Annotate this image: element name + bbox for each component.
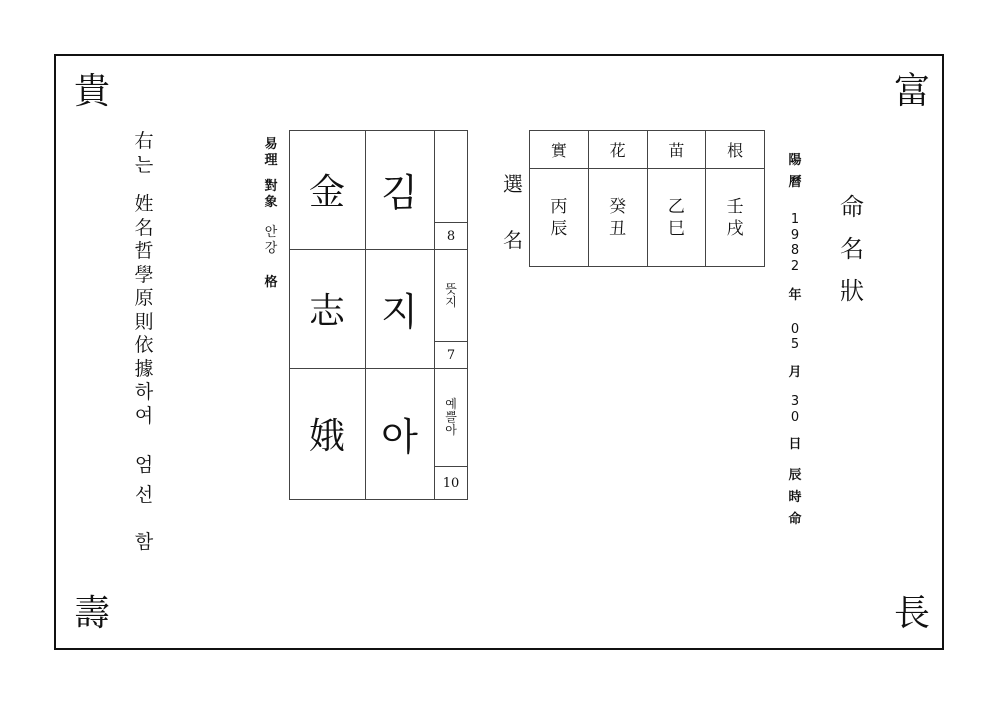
pillar-value-char: 丑 — [609, 218, 627, 239]
pillar-value-3 — [647, 169, 706, 267]
day-unit: 日 — [788, 437, 802, 452]
meaning-char: 쁠 — [445, 410, 457, 424]
side-label-char: 象 — [264, 195, 278, 210]
pillar-header-4: 根 — [706, 131, 765, 169]
selection-title-char: 選 — [503, 172, 523, 196]
day-digit: 0 — [790, 409, 800, 425]
side-label-char: 易 — [264, 137, 278, 152]
name-hanja-1: 金 — [308, 172, 345, 213]
day-digit: 3 — [790, 394, 800, 409]
meaning-char: 예 — [445, 397, 457, 411]
declaration-char: 名 — [134, 216, 154, 239]
certificate-border — [54, 54, 944, 650]
declaration-char: 據 — [134, 357, 154, 380]
declaration-char: 는 — [134, 153, 154, 176]
name-hanja-2: 志 — [308, 291, 345, 332]
month-unit: 月 — [788, 364, 802, 380]
name-stroke-1: 8 — [446, 228, 456, 244]
declaration-char: 右 — [134, 130, 154, 152]
declaration-char: 여 — [134, 404, 154, 427]
declaration-char: 하 — [134, 381, 154, 403]
declaration-char: 엄 — [134, 454, 154, 476]
four-pillars-table — [529, 130, 765, 267]
pillar-value-char: 辰 — [550, 218, 568, 239]
certificate-title-char: 狀 — [840, 277, 864, 305]
declaration-char: 原 — [134, 287, 154, 309]
pillar-header-3: 苗 — [647, 131, 706, 169]
time-char: 時 — [788, 489, 802, 505]
year-digit: 1 — [790, 212, 800, 227]
name-meaning-3 — [435, 369, 467, 466]
meaning-char: 아 — [445, 423, 457, 437]
name-meaning-1 — [435, 130, 467, 222]
side-label-char: 對 — [264, 179, 278, 194]
name-table — [289, 130, 467, 499]
corner-top-right: 富 — [894, 71, 931, 112]
declaration-char: 선 — [134, 483, 154, 506]
name-hanja-3: 娥 — [308, 416, 345, 457]
declaration-char: 姓 — [134, 193, 154, 215]
declaration-line-1 — [134, 130, 153, 177]
pillar-value-char: 癸 — [609, 196, 627, 217]
certificate-title — [836, 186, 868, 312]
pillar-header-1: 實 — [530, 131, 589, 169]
name-stroke-3: 10 — [442, 475, 460, 491]
meaning-char: 뜻 — [445, 281, 457, 296]
time-char: 辰 — [788, 467, 802, 483]
selection-title-char: 名 — [503, 228, 523, 252]
pillar-value-char: 戌 — [726, 218, 744, 239]
corner-bottom-right: 長 — [894, 593, 931, 634]
name-stroke-2: 7 — [446, 347, 456, 363]
corner-bottom-left: 壽 — [74, 593, 111, 634]
declaration-char: 함 — [134, 531, 154, 553]
declaration-char: 依 — [134, 334, 154, 356]
corner-top-left: 貴 — [74, 71, 111, 112]
pillar-header-2: 花 — [588, 131, 647, 169]
declaration-char: 學 — [134, 263, 154, 286]
pillar-value-char: 壬 — [726, 196, 744, 217]
side-label — [260, 137, 282, 291]
calendar-char: 陽 — [788, 153, 802, 168]
month-digit: 0 — [790, 321, 800, 337]
side-label-char: 안 — [264, 225, 278, 240]
declaration-line-3 — [135, 454, 153, 513]
side-label-part-2 — [264, 179, 277, 211]
certificate-title-char: 命 — [840, 193, 864, 221]
side-label-char: 格 — [264, 275, 278, 290]
name-hangul-1: 김 — [381, 171, 418, 215]
pillar-value-char: 丙 — [550, 196, 568, 217]
calendar-char: 曆 — [788, 175, 802, 190]
pillar-value-2 — [588, 169, 647, 267]
declaration-text — [130, 130, 158, 555]
year-digit: 8 — [790, 243, 800, 258]
birth-info — [784, 150, 806, 531]
side-label-part-4 — [264, 275, 277, 291]
side-label-part-1 — [264, 137, 277, 169]
declaration-line-2 — [134, 193, 153, 428]
year-digit: 9 — [790, 227, 800, 243]
certificate-title-char: 名 — [840, 235, 864, 263]
time-char: 命 — [788, 511, 802, 527]
side-label-char: 강 — [264, 241, 278, 256]
year-digit: 2 — [790, 258, 800, 274]
declaration-char: 哲 — [134, 240, 154, 262]
month-digit: 5 — [790, 337, 800, 352]
declaration-line-4 — [135, 531, 153, 555]
side-label-char: 理 — [264, 153, 278, 168]
name-hangul-3: 아 — [381, 415, 418, 459]
year-unit: 年 — [788, 288, 802, 303]
meaning-char: 지 — [445, 294, 457, 309]
name-hangul-2: 지 — [381, 290, 418, 334]
side-label-part-3 — [265, 225, 278, 257]
selection-title — [500, 156, 526, 268]
declaration-char: 則 — [134, 310, 154, 333]
pillar-value-char: 乙 — [667, 196, 685, 217]
name-meaning-2 — [435, 250, 467, 341]
pillar-value-char: 巳 — [667, 218, 685, 239]
pillar-value-1 — [530, 169, 589, 267]
pillar-value-4 — [706, 169, 765, 267]
